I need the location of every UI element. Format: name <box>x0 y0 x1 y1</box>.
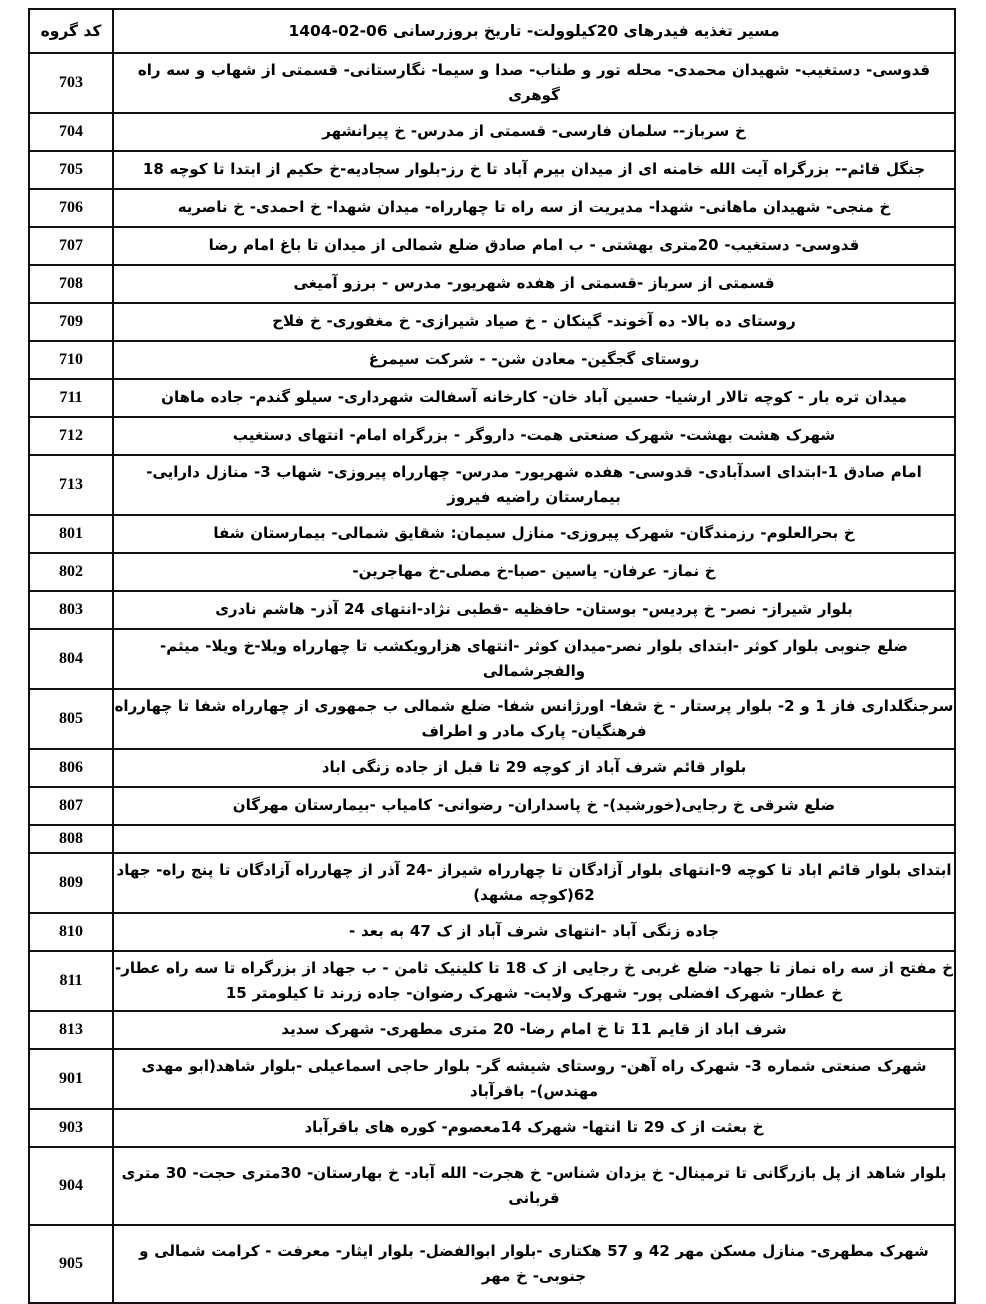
cell-group-code: 708 <box>29 265 113 303</box>
table-row <box>29 1109 955 1147</box>
cell-route: شرف اباد از قایم 11 تا خ امام رضا- 20 متری مطهری- شهرک سدید <box>113 1011 955 1049</box>
table-row <box>29 591 955 629</box>
cell-group-code: 811 <box>29 951 113 1011</box>
feeder-table-container <box>30 8 956 1304</box>
table-row <box>29 913 955 951</box>
table-row <box>29 951 955 1011</box>
cell-route: شهرک مطهری- منازل مسکن مهر 42 و 57 هکتاری -بلوار ابوالفضل- بلوار ایثار- معرفت - کرامت شمالی و جنوبی- خ مهر <box>113 1225 955 1303</box>
cell-group-code: 712 <box>29 417 113 455</box>
table-row <box>29 787 955 825</box>
cell-group-code: 709 <box>29 303 113 341</box>
cell-group-code: 704 <box>29 113 113 151</box>
header-row <box>29 9 955 53</box>
cell-group-code: 802 <box>29 553 113 591</box>
column-header-route: مسیر تغذیه فیدرهای 20کیلوولت- تاریخ بروزرسانی 06-02-1404 <box>113 9 955 53</box>
table-row <box>29 227 955 265</box>
cell-route: جاده زنگی آباد -انتهای شرف آباد از ک 47 به بعد - <box>113 913 955 951</box>
cell-group-code: 813 <box>29 1011 113 1049</box>
cell-route: ابتدای بلوار قائم اباد تا کوچه 9-انتهای بلوار آزادگان تا چهارراه شیراز -24 آذر از چهارراه آزادگان تا پنج راه- جهاد 62(کوچه مشهد) <box>113 853 955 913</box>
cell-group-code: 703 <box>29 53 113 113</box>
cell-route: روستای ده بالا- ده آخوند- گینکان - خ صیاد شیرازی- خ مغفوری- خ فلاح <box>113 303 955 341</box>
cell-route: بلوار شیراز- نصر- خ پردیس- بوستان- حافظیه -قطبی نژاد-انتهای 24 آذر- هاشم نادری <box>113 591 955 629</box>
cell-route: سرجنگلداری فاز 1 و 2- بلوار پرستار - خ شفا- اورژانس شفا- ضلع شمالی ب جمهوری از چهارراه شفا تا چهارراه فرهنگیان- پارک مادر و اطراف <box>113 689 955 749</box>
cell-group-code: 905 <box>29 1225 113 1303</box>
table-row <box>29 629 955 689</box>
cell-route: جنگل قائم-- بزرگراه آیت الله خامنه ای از میدان بیرم آباد تا خ رز-بلوار سجادیه-خ حکیم از ابتدا تا کوچه 18 <box>113 151 955 189</box>
cell-group-code: 903 <box>29 1109 113 1147</box>
cell-group-code: 901 <box>29 1049 113 1109</box>
cell-group-code: 807 <box>29 787 113 825</box>
table-row <box>29 825 955 853</box>
table-row <box>29 151 955 189</box>
table-row <box>29 515 955 553</box>
cell-route: قدوسی- دستغیب- 20متری بهشتی - ب امام صادق ضلع شمالی از میدان تا باغ امام رضا <box>113 227 955 265</box>
table-row <box>29 853 955 913</box>
cell-group-code: 803 <box>29 591 113 629</box>
table-row <box>29 53 955 113</box>
table-row <box>29 265 955 303</box>
cell-group-code: 808 <box>29 825 113 853</box>
cell-group-code: 801 <box>29 515 113 553</box>
table-row <box>29 379 955 417</box>
cell-group-code: 713 <box>29 455 113 515</box>
cell-group-code: 707 <box>29 227 113 265</box>
table-row <box>29 1049 955 1109</box>
table-row <box>29 113 955 151</box>
table-header <box>29 9 955 53</box>
cell-route <box>113 825 955 853</box>
cell-group-code: 904 <box>29 1147 113 1225</box>
cell-route: بلوار قائم شرف آباد از کوچه 29 تا قبل از جاده زنگی اباد <box>113 749 955 787</box>
cell-group-code: 805 <box>29 689 113 749</box>
cell-route: شهرک هشت بهشت- شهرک صنعتی همت- داروگر - بزرگراه امام- انتهای دستغیب <box>113 417 955 455</box>
table-row <box>29 189 955 227</box>
table-row <box>29 689 955 749</box>
cell-group-code: 706 <box>29 189 113 227</box>
cell-route: خ نماز- عرفان- یاسین -صبا-خ مصلی-خ مهاجرین- <box>113 553 955 591</box>
column-header-code: کد گروه <box>29 9 113 53</box>
cell-route: میدان تره بار - کوچه تالار ارشیا- حسین آباد خان- کارخانه آسفالت شهرداری- سیلو گندم- جاده ماهان <box>113 379 955 417</box>
table-row <box>29 417 955 455</box>
table-row <box>29 455 955 515</box>
cell-route: خ بعثت از ک 29 تا انتها- شهرک 14معصوم- کوره های باقرآباد <box>113 1109 955 1147</box>
cell-group-code: 804 <box>29 629 113 689</box>
cell-route: قدوسی- دستغیب- شهیدان محمدی- محله تور و طناب- صدا و سیما- نگارستانی- قسمتی از شهاب و سه راه گوهری <box>113 53 955 113</box>
table-row <box>29 1011 955 1049</box>
cell-route: بلوار شاهد از پل بازرگانی تا ترمینال- خ یزدان شناس- خ هجرت- الله آباد- خ بهارستان- 30متری حجت- 30 متری قربانی <box>113 1147 955 1225</box>
cell-group-code: 810 <box>29 913 113 951</box>
table-row <box>29 341 955 379</box>
cell-route: ضلع شرقی خ رجایی(خورشید)- خ پاسداران- رضوانی- کامیاب -بیمارستان مهرگان <box>113 787 955 825</box>
table-row <box>29 303 955 341</box>
cell-group-code: 710 <box>29 341 113 379</box>
table-row <box>29 749 955 787</box>
cell-route: خ مفتح از سه راه نماز تا جهاد- ضلع غربی خ رجایی از ک 18 تا کلینیک ثامن - ب جهاد از بزرگراه تا سه راه عطار- خ عطار- شهرک افضلی پور- شهرک ولایت- شهرک رضوان- جاده زرند تا کیلومتر 15 <box>113 951 955 1011</box>
cell-route: خ سرباز-- سلمان فارسی- قسمتی از مدرس- خ پیرانشهر <box>113 113 955 151</box>
feeder-routes-table <box>28 8 956 1304</box>
cell-route: روستای گجگین- معادن شن- - شرکت سیمرغ <box>113 341 955 379</box>
cell-route: خ منجی- شهیدان ماهانی- شهدا- مدیریت از سه راه تا چهارراه- میدان شهدا- خ احمدی- خ ناصریه <box>113 189 955 227</box>
table-row <box>29 1225 955 1303</box>
cell-group-code: 809 <box>29 853 113 913</box>
table-row <box>29 553 955 591</box>
cell-route: ضلع جنوبی بلوار کوثر -ابتدای بلوار نصر-میدان کوثر -انتهای هزارویکشب تا چهارراه ویلا-خ ویلا- میثم- والفجرشمالی <box>113 629 955 689</box>
cell-group-code: 705 <box>29 151 113 189</box>
cell-route: قسمتی از سرباز -قسمتی از هفده شهریور- مدرس - برزو آمیغی <box>113 265 955 303</box>
cell-route: امام صادق 1-ابتدای اسدآبادی- قدوسی- هفده شهریور- مدرس- چهارراه پیروزی- شهاب 3- منازل دارایی-بیمارستان راضیه فیروز <box>113 455 955 515</box>
cell-group-code: 711 <box>29 379 113 417</box>
cell-route: خ بحرالعلوم- رزمندگان- شهرک پیروزی- منازل سیمان: شقایق شمالی- بیمارستان شفا <box>113 515 955 553</box>
cell-route: شهرک صنعتی شماره 3- شهرک راه آهن- روستای شیشه گر- بلوار حاجی اسماعیلی -بلوار شاهد(ابو مهدی مهندس)- باقرآباد <box>113 1049 955 1109</box>
table-body <box>29 53 955 1303</box>
table-row <box>29 1147 955 1225</box>
cell-group-code: 806 <box>29 749 113 787</box>
